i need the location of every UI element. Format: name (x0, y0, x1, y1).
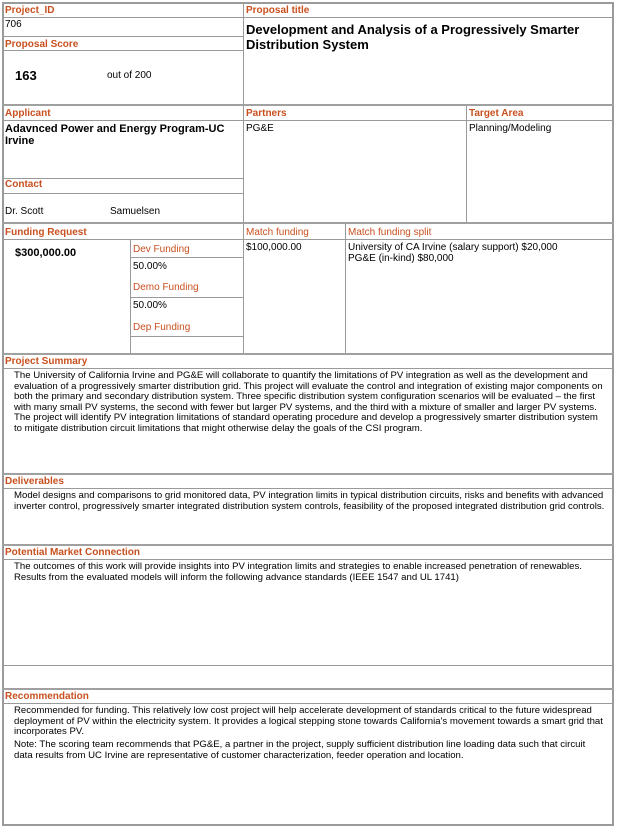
proposal-title-value: Development and Analysis of a Progressively Smarter Distribution System (246, 22, 580, 52)
divider (4, 665, 612, 666)
section-divider (2, 688, 614, 690)
divider (131, 257, 243, 258)
divider (4, 193, 243, 194)
partners-label: Partners (246, 108, 287, 119)
contact-first-name: Dr. Scott (5, 206, 44, 217)
divider (131, 336, 243, 337)
funding-request-label: Funding Request (5, 227, 87, 238)
demo-funding-value: 50.00% (133, 300, 167, 311)
target-area-value: Planning/Modeling (469, 123, 552, 134)
divider (243, 4, 244, 104)
divider (4, 559, 612, 560)
divider (4, 17, 243, 18)
demo-funding-label: Demo Funding (133, 282, 199, 293)
divider (243, 224, 244, 353)
divider (4, 703, 612, 704)
divider (4, 488, 612, 489)
divider (4, 50, 243, 51)
contact-label: Contact (5, 179, 43, 190)
match-split-line-2: PG&E (in-kind) $80,000 (348, 253, 454, 264)
divider (466, 106, 467, 222)
dep-funding-label: Dep Funding (133, 322, 191, 333)
section-divider (2, 544, 614, 546)
match-split-line-1: University of CA Irvine (salary support) $20,000 (348, 242, 558, 253)
match-split-label: Match funding split (348, 227, 432, 238)
divider (244, 17, 612, 18)
market-connection-label: Potential Market Connection (5, 547, 141, 558)
divider (4, 368, 612, 369)
deliverables-text: Model designs and comparisons to grid monitored data, PV integration limits in typical distribution circuits, risks and benefits with advanced inverter control, progressively smarter integrated distribution system controls, feasibility of the proposed integrated distribution grid controls. (14, 490, 605, 512)
divider (4, 239, 612, 240)
proposal-score-out-of: out of 200 (107, 70, 152, 81)
funding-request-amount: $300,000.00 (15, 247, 77, 259)
match-funding-value: $100,000.00 (246, 242, 302, 253)
applicant-value: Adavnced Power and Energy Program-UC Irvine (5, 123, 225, 147)
recommendation-label: Recommendation (5, 691, 89, 702)
section-divider (2, 104, 614, 106)
target-area-label: Target Area (469, 108, 524, 119)
applicant-label: Applicant (5, 108, 51, 119)
proposal-score-value: 163 (15, 68, 37, 83)
project-id-label: Project_ID (5, 5, 55, 16)
recommendation-note: Note: The scoring team recommends that PG&E, a partner in the project, supply sufficient distribution line loading data such that circuit data results from UC Irvine are representative of customer characterization, feeder operation and location. (14, 739, 586, 761)
section-divider (2, 473, 614, 475)
divider (4, 36, 243, 37)
project-summary-label: Project Summary (5, 356, 88, 367)
partners-value: PG&E (246, 123, 274, 134)
recommendation-text: Recommended for funding. This relatively low cost project will help accelerate development of standards critical to the future widespread deployment of PV within the electricity system. It provides a logical stepping stone towards California's movement towards a smart grid that incorporates PV. (14, 705, 603, 738)
section-divider (2, 353, 614, 355)
dev-funding-value: 50.00% (133, 261, 167, 272)
section-divider (2, 222, 614, 224)
divider (131, 297, 243, 298)
deliverables-label: Deliverables (5, 476, 64, 487)
proposal-score-label: Proposal Score (5, 39, 79, 50)
dev-funding-label: Dev Funding (133, 244, 190, 255)
divider (345, 224, 346, 353)
project-summary-text: The University of California Irvine and PG&E will collaborate to quantify the limitations of PV integration as well as the development and evaluation of a progressively smarter distribution grid. This project will evaluate the control and integration of existing major components on both the primary and secondary distribution system. Three specific distribution system configuration scenarios will be evaluated – the first with many small PV systems, the second with fewer but larger PV systems, and the third with a mixture of smaller and larger PV systems. The project will identify PV integration limitations of standard operating procedure and develop a progressively smarter distribution system to mitigate distribution circuit limitations that might otherwise delay the goals of the CSI program. (14, 370, 603, 434)
proposal-title-label: Proposal title (246, 5, 310, 16)
market-connection-text: The outcomes of this work will provide insights into PV integration limits and strategies to enable increased penetration of renewables. Results from the evaluated models will inform the following advance standards (IEEE 1547 and UL 1741) (14, 561, 582, 583)
project-id-value: 706 (5, 19, 22, 30)
divider (243, 106, 244, 222)
divider (4, 120, 612, 121)
contact-last-name: Samuelsen (110, 206, 161, 217)
match-funding-label: Match funding (246, 227, 309, 238)
